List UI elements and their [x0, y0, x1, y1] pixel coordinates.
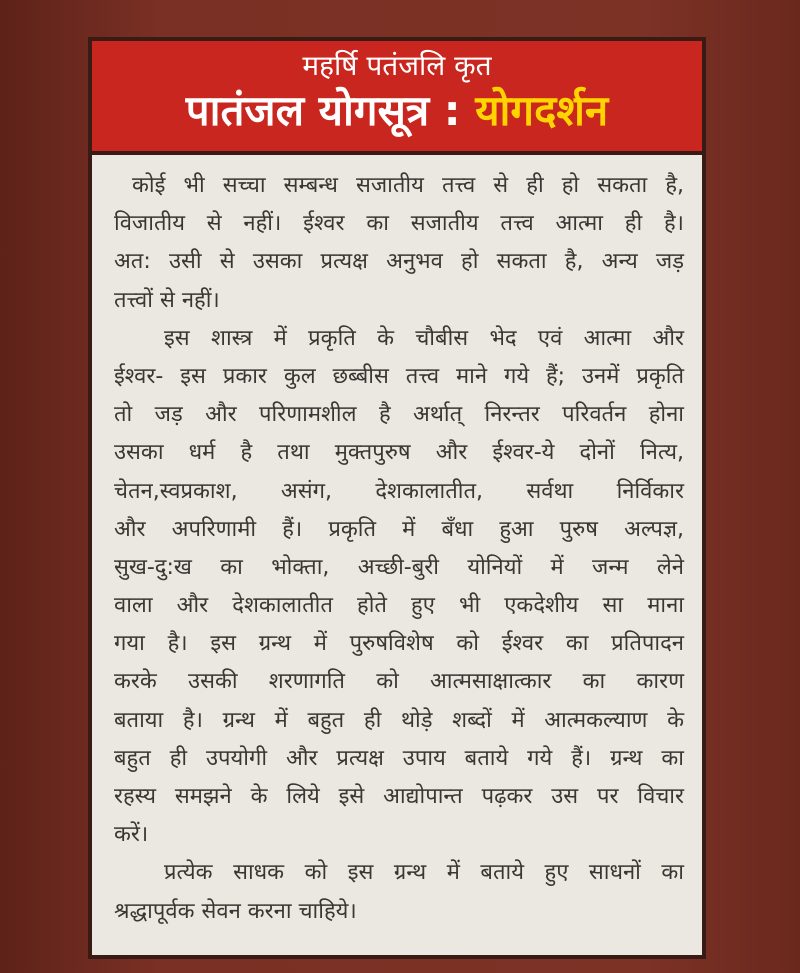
text-line: रहस्य समझने के लिये इसे आद्योपान्त पढ़कर उस पर विचार: [114, 784, 684, 809]
text-line: वाला और देशकालातीत होते हुए भी एकदेशीय सा माना: [114, 593, 684, 619]
description-text: [114, 167, 684, 931]
text-line: बहुत ही उपयोगी और प्रत्यक्ष उपाय बताये गये हैं। ग्रन्थ का: [114, 745, 684, 771]
text-line: अत: उसी से उसका प्रत्यक्ष अनुभव हो सकता है, अन्य जड़: [114, 249, 684, 275]
text-line: करके उसकी शरणागति को आत्मसाक्षात्कार का कारण: [114, 669, 684, 695]
text-line: गया है। इस ग्रन्थ में पुरुषविशेष को ईश्वर का प्रतिपादन: [114, 631, 684, 657]
title-highlight: योगदर्शन: [475, 86, 609, 135]
subtitle: महर्षि पतंजलि कृत: [302, 49, 492, 82]
title-banner: [92, 41, 702, 151]
text-line: उसका धर्म है तथा मुक्तपुरुष और ईश्वर-ये दोनों नित्य,: [114, 440, 684, 466]
description-panel: [92, 155, 702, 955]
text-line: चेतन,स्वप्रकाश, असंग, देशकालातीत, सर्वथा निर्विकार: [114, 478, 684, 504]
text-line: सुख-दु:ख का भोक्ता, अच्छी-बुरी योनियों में जन्म लेने: [114, 554, 684, 580]
text-line: और अपरिणामी हैं। प्रकृति में बँधा हुआ पुरुष अल्पज्ञ,: [114, 516, 684, 542]
text-line: इस शास्त्र में प्रकृति के चौबीस भेद एवं आत्मा और: [164, 325, 684, 351]
text-line: तो जड़ और परिणामशील है अर्थात् निरन्तर परिवर्तन होना: [114, 402, 684, 428]
text-line: ईश्वर- इस प्रकार कुल छब्बीस तत्त्व माने गये हैं; उनमें प्रकृति: [114, 363, 684, 389]
text-line: तत्त्वों से नहीं।: [114, 287, 220, 313]
book-title: [92, 83, 702, 139]
text-line: कोई भी सच्चा सम्बन्ध सजातीय तत्त्व से ही हो सकता है,: [132, 173, 684, 198]
text-line: विजातीय से नहीं। ईश्वर का सजातीय तत्त्व आत्मा ही है।: [114, 211, 684, 237]
text-line: श्रद्धापूर्वक सेवन करना चाहिये।: [114, 898, 357, 924]
text-line: बताया है। ग्रन्थ में बहुत ही थोड़े शब्दों में आत्मकल्याण के: [114, 707, 684, 733]
text-line: प्रत्येक साधक को इस ग्रन्थ में बताये हुए साधनों का: [164, 860, 684, 886]
title-main: पातंजल योगसूत्र :: [185, 86, 461, 135]
text-line: करें।: [114, 822, 149, 848]
